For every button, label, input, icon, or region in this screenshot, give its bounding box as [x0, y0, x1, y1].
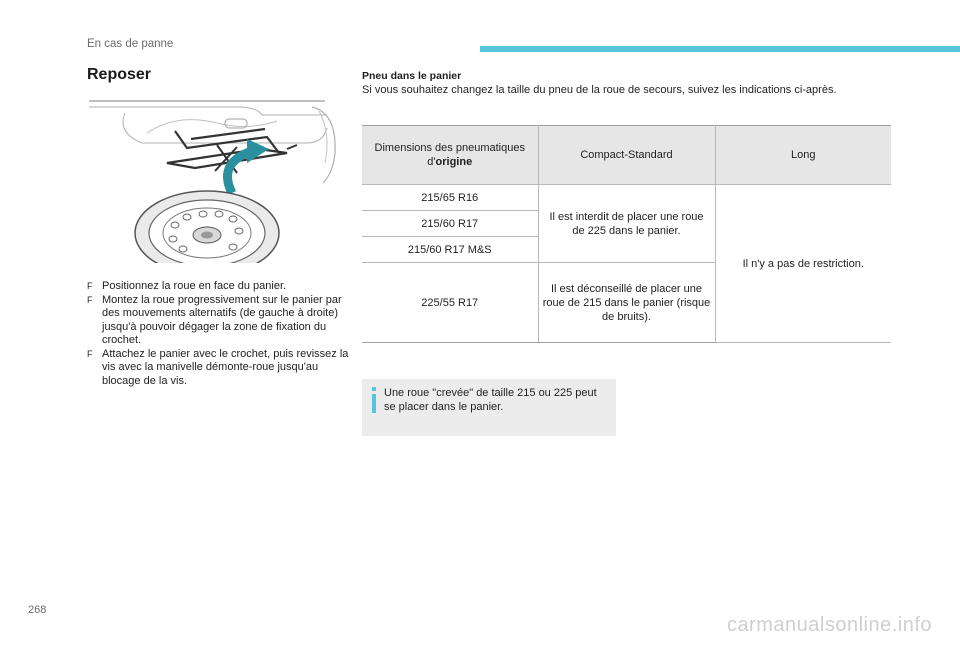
intro-text: Si vous souhaitez changez la taille du pneu de la roue de secours, suivez les indications ci-après.: [362, 84, 837, 96]
header-accent-bar: [480, 46, 960, 52]
info-note: [362, 379, 616, 436]
tire-size-table: [362, 125, 891, 343]
bullet-icon: F: [87, 281, 93, 291]
compact-discouraged-cell: Il est déconseillé de placer une roue de 215 dans le panier (risque de bruits).: [538, 263, 715, 343]
step-text: Attachez le panier avec le crochet, puis revissez la vis avec la manivelle démonte-roue jusqu'au blocage de la vis.: [102, 347, 349, 387]
list-item: [87, 348, 349, 389]
page-title: Reposer: [87, 66, 152, 83]
steps-list: [87, 280, 349, 388]
section-title: Pneu dans le panier: [362, 70, 462, 82]
info-icon: [370, 387, 378, 413]
list-item: [87, 280, 349, 294]
tire-size-cell: 215/60 R17: [362, 211, 538, 237]
table-header-row: [362, 126, 891, 185]
header-dimensions: Dimensions des pneumatiques d'origine: [362, 126, 538, 185]
tire-size-cell: 215/60 R17 M&S: [362, 237, 538, 263]
bullet-icon: F: [87, 348, 93, 359]
step-text: Positionnez la roue en face du panier.: [102, 280, 287, 292]
tire-size-cell: 225/55 R17: [362, 263, 538, 343]
bullet-icon: F: [87, 294, 93, 305]
long-restriction-cell: Il n'y a pas de restriction.: [715, 185, 891, 343]
header-long: Long: [715, 126, 891, 185]
compact-forbidden-cell: Il est interdit de placer une roue de 225 dans le panier.: [538, 185, 715, 263]
header-compact: Compact-Standard: [538, 126, 715, 185]
list-item: [87, 294, 349, 348]
page-number: 268: [28, 604, 47, 616]
table-row: [362, 185, 891, 211]
note-text: Une roue "crevée" de taille 215 ou 225 peut se placer dans le panier.: [384, 387, 597, 413]
step-text: Montez la roue progressivement sur le panier par des mouvements alternatifs (de gauche à droite) jusqu'à pouvoir dégager la zone de fixation du crochet.: [102, 293, 342, 346]
watermark: carmanualsonline.info: [726, 614, 932, 636]
tire-size-cell: 215/65 R16: [362, 185, 538, 211]
section-header: En cas de panne: [87, 38, 174, 50]
spare-wheel-basket-illustration: [87, 93, 343, 271]
